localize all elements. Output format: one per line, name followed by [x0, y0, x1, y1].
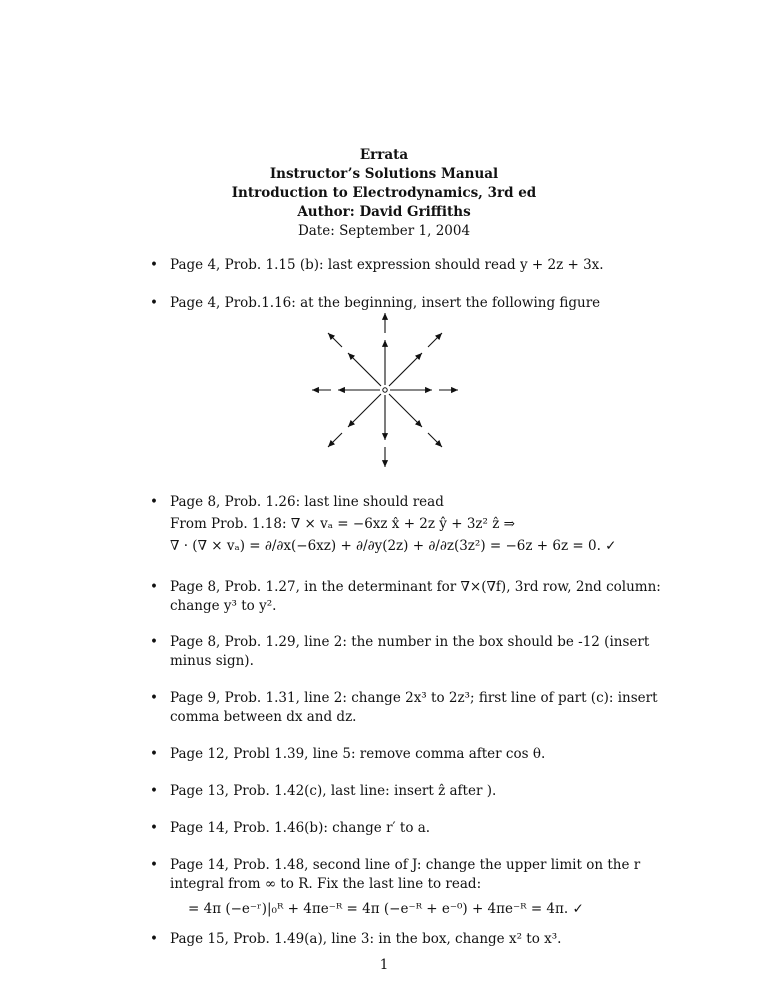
item-text: Page 14, Prob. 1.46(b): change r′ to a.: [170, 820, 431, 836]
bullet-icon: •: [150, 746, 158, 762]
page-number: 1: [379, 957, 389, 973]
arrow-upright-outer: [428, 333, 442, 347]
date: Date: September 1, 2004: [297, 223, 471, 239]
list-item: [150, 745, 600, 764]
list-item: [150, 578, 661, 616]
bullet-icon: •: [150, 579, 158, 595]
document-header: [0, 146, 768, 241]
item-text: Page 12, Probl 1.39, line 5: remove comma after cos θ.: [170, 746, 546, 762]
author: Author: David Griffiths: [297, 204, 471, 220]
equation-line: From Prob. 1.18: ∇ × vₐ = −6xz x̂ + 2z ŷ + 3z² ẑ ⇒: [170, 516, 515, 532]
bullet-icon: •: [150, 931, 158, 947]
book-title: Introduction to Electrodynamics, 3rd ed: [231, 185, 537, 201]
subtitle: Instructor’s Solutions Manual: [269, 166, 499, 182]
bullet-icon: •: [150, 257, 158, 273]
list-item: [150, 819, 600, 838]
arrow-downright: [389, 394, 422, 427]
equation-line: ∇ · (∇ × vₐ) = ∂/∂x(−6xz) + ∂/∂y(2z) + ∂/∂z(3z²) = −6z + 6z = 0. ✓: [170, 538, 617, 554]
arrow-downleft-outer: [328, 433, 342, 447]
item-text: minus sign).: [170, 653, 254, 669]
arrow-upleft: [348, 353, 381, 386]
item-text: Page 8, Prob. 1.27, in the determinant for ∇×(∇f), 3rd row, 2nd column:: [170, 579, 661, 595]
arrow-downright-outer: [428, 433, 442, 447]
list-item: [150, 782, 600, 801]
item-text: Page 13, Prob. 1.42(c), last line: insert ẑ after ).: [170, 783, 497, 799]
item-text: Page 4, Prob. 1.15 (b): last expression should read y + 2z + 3x.: [170, 257, 604, 273]
bullet-icon: •: [150, 857, 158, 873]
origin-point: [383, 388, 387, 392]
equation-line: = 4π (−e⁻ʳ)|₀ᴿ + 4πe⁻ᴿ = 4π (−e⁻ᴿ + e⁻⁰) + 4πe⁻ᴿ = 4π. ✓: [188, 901, 584, 917]
item-text: Page 14, Prob. 1.48, second line of J: change the upper limit on the r: [170, 857, 641, 873]
bullet-icon: •: [150, 783, 158, 799]
item-text: Page 15, Prob. 1.49(a), line 3: in the box, change x² to x³.: [170, 931, 562, 947]
arrow-upleft-outer: [328, 333, 342, 347]
item-text: comma between dx and dz.: [170, 709, 357, 725]
arrow-upright: [389, 353, 422, 386]
list-item: [150, 633, 650, 671]
radial-field-figure: [300, 305, 470, 475]
list-item: [150, 930, 600, 949]
list-item: [150, 493, 617, 556]
item-text: Page 4, Prob.1.16: at the beginning, insert the following figure: [170, 295, 601, 311]
bullet-icon: •: [150, 494, 158, 510]
bullet-icon: •: [150, 820, 158, 836]
bullet-icon: •: [150, 295, 158, 311]
title: Errata: [359, 147, 409, 163]
item-text: integral from ∞ to R. Fix the last line to read:: [170, 876, 482, 892]
arrow-downleft: [348, 394, 381, 427]
item-text: Page 8, Prob. 1.29, line 2: the number in the box should be -12 (insert: [170, 634, 650, 650]
list-item: [150, 856, 641, 919]
item-text: Page 9, Prob. 1.31, line 2: change 2x³ to 2z³; first line of part (c): insert: [170, 690, 658, 706]
bullet-icon: •: [150, 690, 158, 706]
item-text: Page 8, Prob. 1.26: last line should read: [170, 494, 444, 510]
list-item: [150, 256, 604, 275]
bullet-icon: •: [150, 634, 158, 650]
list-item: [150, 689, 658, 727]
item-text: change y³ to y².: [170, 598, 277, 614]
